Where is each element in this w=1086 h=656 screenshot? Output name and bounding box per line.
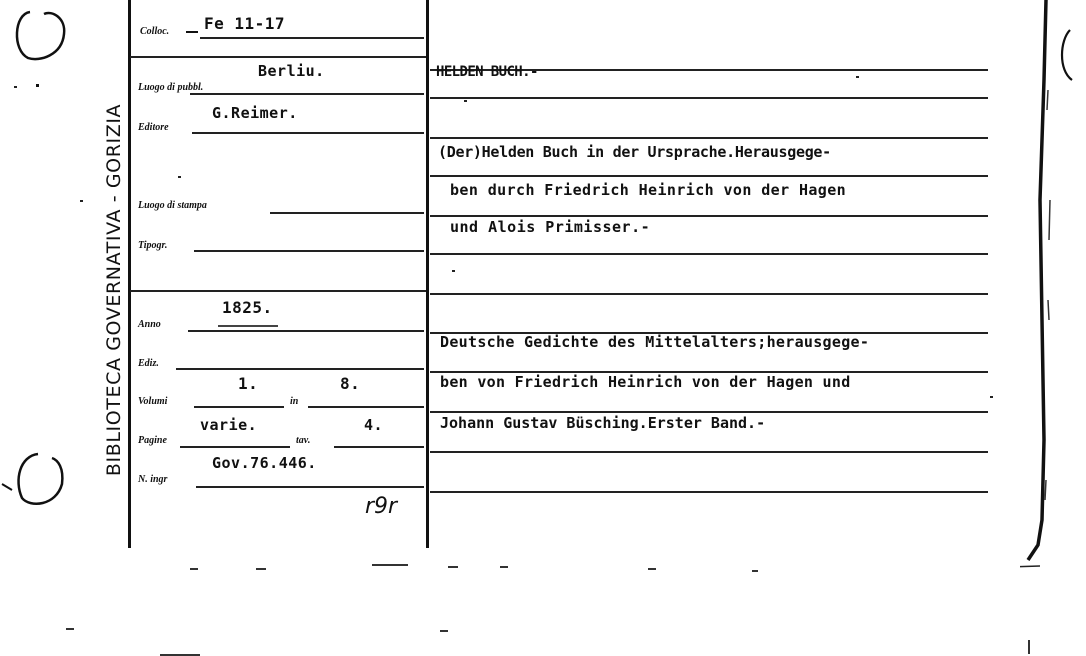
label-ediz: Ediz. xyxy=(138,358,159,369)
label-tipogr: Tipogr. xyxy=(138,240,168,251)
series-line-2: ben von Friedrich Heinrich von der Hagen und xyxy=(440,373,851,391)
rule-volumi xyxy=(194,406,284,408)
rule-r3 xyxy=(430,137,988,139)
rule-r2 xyxy=(430,97,988,99)
punch-hole-top-left xyxy=(0,0,80,110)
value-pagine: varie. xyxy=(200,416,258,434)
label-tav: tav. xyxy=(296,435,311,446)
label-pagine: Pagine xyxy=(138,435,167,446)
rule-r10 xyxy=(430,411,988,413)
rule-n-ingr xyxy=(196,486,424,488)
value-n-ingr: Gov.76.446. xyxy=(212,454,317,472)
anno-underline xyxy=(218,325,278,327)
rule-tipogr xyxy=(194,250,424,252)
value-anno: 1825. xyxy=(222,298,273,317)
series-line-3: Johann Gustav Büsching.Erster Band.- xyxy=(440,414,766,432)
scan-speck xyxy=(856,76,859,78)
label-volumi: Volumi xyxy=(138,396,168,407)
rule-luogo-pubbl xyxy=(190,93,424,95)
scan-speck xyxy=(990,396,993,398)
series-line-1: Deutsche Gedichte des Mittelalters;herausgege- xyxy=(440,333,870,351)
rule-section-top xyxy=(130,56,426,58)
label-luogo-pubbl: Luogo di pubbl. xyxy=(138,82,204,93)
handwritten-mark: r9r xyxy=(365,494,398,519)
colloc-dash xyxy=(186,31,198,33)
label-n-ingr: N. ingr xyxy=(138,474,168,485)
bottom-scan-dash xyxy=(256,568,266,570)
punch-hole-bottom-left xyxy=(0,440,80,520)
value-volumi: 1. xyxy=(238,374,259,393)
scan-speck xyxy=(464,100,467,102)
scan-speck xyxy=(14,86,17,88)
value-colloc: Fe 11-17 xyxy=(204,14,286,33)
value-editore: G.Reimer. xyxy=(212,104,298,122)
bottom-scan-dash xyxy=(448,566,458,568)
bottom-scan-dash xyxy=(500,566,508,568)
record-heading: HELDEN BUCH.- xyxy=(436,64,538,80)
rule-luogo-stampa xyxy=(270,212,424,214)
bottom-scan-dash xyxy=(440,630,448,632)
rule-tav xyxy=(334,446,424,448)
title-line-2: ben durch Friedrich Heinrich von der Hagen xyxy=(450,181,847,199)
label-editore: Editore xyxy=(138,122,169,133)
rule-volumi-in xyxy=(308,406,424,408)
label-colloc: Colloc. xyxy=(140,26,170,37)
rule-section-mid xyxy=(130,290,426,292)
rule-r11 xyxy=(430,451,988,453)
bottom-scan-dash xyxy=(752,570,758,572)
library-stamp: BIBLIOTECA GOVERNATIVA - GORIZIA xyxy=(103,103,125,477)
rule-editore xyxy=(192,132,424,134)
bottom-scan-dash xyxy=(648,568,656,570)
label-anno: Anno xyxy=(138,319,161,330)
rule-r12 xyxy=(430,491,988,493)
value-tav: 4. xyxy=(364,416,384,434)
scan-speck xyxy=(80,200,83,202)
scan-speck xyxy=(178,176,181,178)
rule-r4 xyxy=(430,175,988,177)
title-line-3: und Alois Primisser.- xyxy=(450,218,651,236)
rule-r6 xyxy=(430,253,988,255)
value-luogo-pubbl: Berliu. xyxy=(258,62,325,80)
bottom-scan-dash xyxy=(1028,640,1030,654)
bottom-scan-dash xyxy=(372,564,408,566)
label-luogo-stampa: Luogo di stampa xyxy=(138,200,207,211)
left-border-line xyxy=(128,0,131,548)
rule-r7 xyxy=(430,293,988,295)
scan-speck xyxy=(452,270,455,272)
label-in: in xyxy=(290,396,299,407)
rule-pagine xyxy=(180,446,290,448)
rule-anno xyxy=(188,330,424,332)
title-line-1: (Der)Helden Buch in der Ursprache.Herausgege- xyxy=(438,143,831,161)
rule-colloc xyxy=(200,37,424,39)
middle-divider-line xyxy=(426,0,429,548)
bottom-scan-dash xyxy=(190,568,198,570)
value-volumi-in: 8. xyxy=(340,374,361,393)
card-right-edge xyxy=(1020,0,1086,600)
rule-ediz xyxy=(176,368,424,370)
rule-r5 xyxy=(430,215,988,217)
bottom-scan-dash xyxy=(66,628,74,630)
